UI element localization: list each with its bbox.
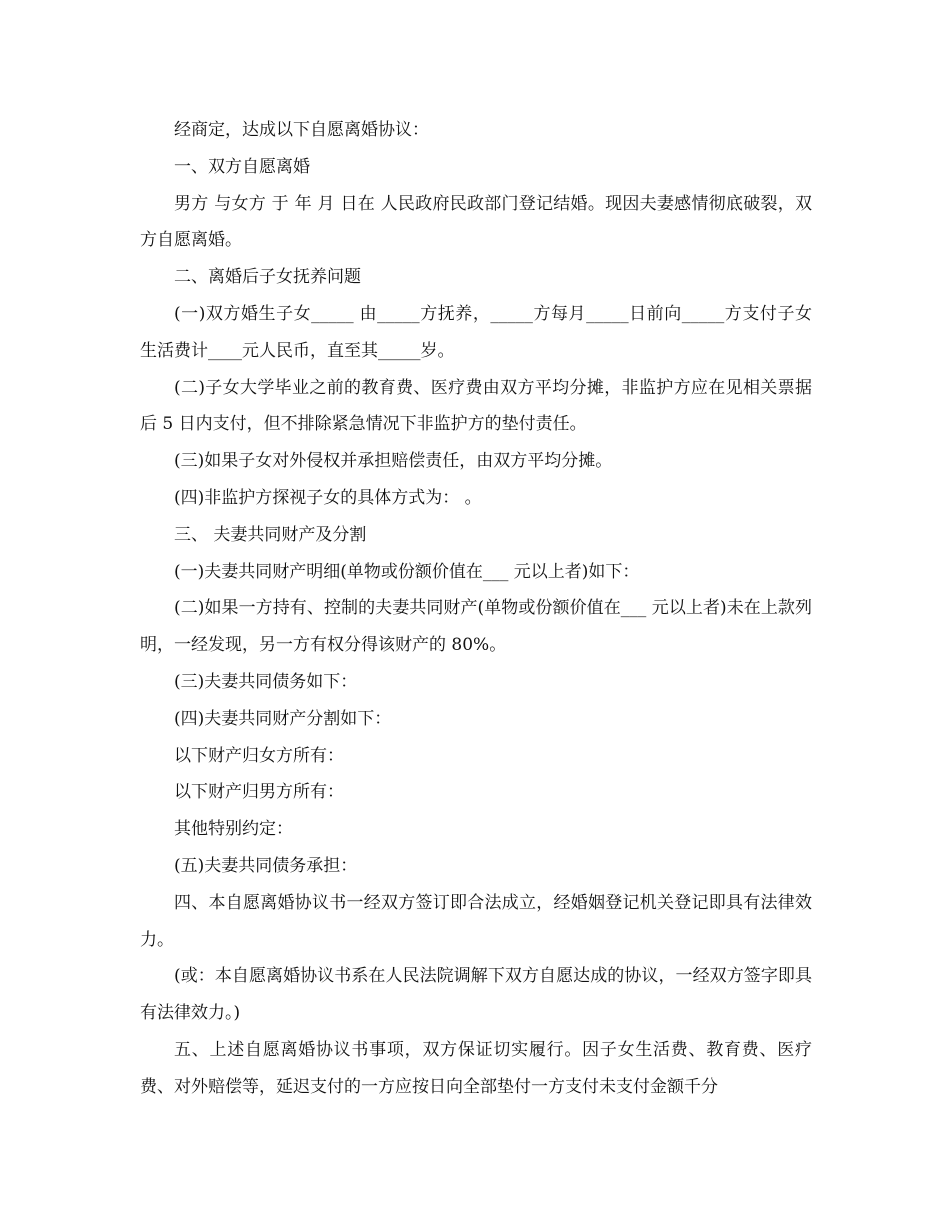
clause-joint-debts: (三)夫妻共同债务如下： — [174, 671, 358, 692]
clause-property-list: (一)夫妻共同财产明细(单物或份额价值在___ 元以上者)如下： — [174, 561, 640, 582]
clause-property-division: (四)夫妻共同财产分割如下： — [174, 708, 392, 729]
clause-debt-assumption: (五)夫妻共同债务承担： — [174, 855, 358, 876]
section-heading-4: 四、本自愿离婚协议书一经双方签订即合法成立，经婚姻登记机关登记即具有法律效力。 — [140, 892, 812, 950]
section-heading-5: 五、上述自愿离婚协议书事项，双方保证切实履行。因子女生活费、教育费、医疗费、对外赔偿等，延迟支付的一方应按日向全部垫付一方支付未支付金额千分 — [140, 1039, 812, 1097]
section-heading-3: 三、 夫妻共同财产及分割 — [174, 524, 367, 545]
paragraph-marriage-registration: 男方 与女方 于 年 月 日在 人民政府民政部门登记结婚。现因夫妻感情彻底破裂，双方自愿离婚。 — [140, 193, 812, 251]
clause-undisclosed-property: (二)如果一方持有、控制的夫妻共同财产(单物或份额价值在___ 元以上者)未在上款列明，一经发现，另一方有权分得该财产的 80%。 — [140, 598, 812, 656]
section-heading-1: 一、双方自愿离婚 — [174, 156, 310, 177]
clause-child-liability: (三)如果子女对外侵权并承担赔偿责任，由双方平均分摊。 — [174, 451, 613, 472]
document-body — [140, 112, 812, 1106]
paragraph-court-mediation-alternative: (或：本自愿离婚协议书系在人民法院调解下双方自愿达成的协议，一经双方签字即具有法律效力。) — [140, 966, 812, 1024]
clause-child-custody: (一)双方婚生子女_____ 由_____方抚养，_____方每月_____日前向_____方支付子女生活费计____元人民币，直至其_____岁。 — [140, 303, 812, 361]
clause-child-education-costs: (二)子女大学毕业之前的教育费、医疗费由双方平均分摊，非监护方应在见相关票据后 5 日内支付，但不排除紧急情况下非监护方的垫付责任。 — [140, 377, 812, 435]
section-heading-2: 二、离婚后子女抚养问题 — [174, 267, 361, 288]
line-property-to-husband: 以下财产归男方所有： — [174, 782, 344, 803]
line-property-to-wife: 以下财产归女方所有： — [174, 745, 344, 766]
line-special-agreement: 其他特别约定： — [174, 819, 293, 840]
clause-visitation: (四)非监护方探视子女的具体方式为： 。 — [174, 487, 482, 508]
paragraph-intro: 经商定，达成以下自愿离婚协议： — [174, 120, 429, 140]
